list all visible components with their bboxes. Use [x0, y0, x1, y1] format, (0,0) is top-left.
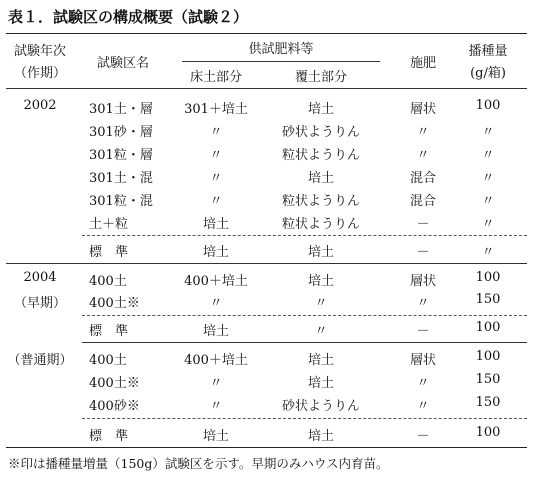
seed-cell: 〃	[481, 217, 495, 232]
header-bed: 床土部分	[189, 70, 243, 85]
fert-cell: 〃	[416, 148, 430, 163]
cover-cell: 培土	[307, 353, 335, 368]
bed-cell: 〃	[209, 296, 223, 311]
seed-cell: 〃	[481, 194, 495, 209]
seed-cell: 150	[475, 395, 501, 410]
seed-cell: 100	[475, 349, 501, 364]
year-label: 2002	[23, 98, 57, 113]
table-title: 表１．試験区の構成概要（試験２）	[8, 8, 249, 26]
plot-name: 301砂・層	[89, 125, 153, 140]
bed-cell: 培土	[202, 324, 230, 339]
standard-divider	[82, 235, 527, 236]
header-seed-unit: (g/箱)	[470, 66, 506, 81]
header-bottom-rule	[6, 88, 527, 89]
seed-cell: 〃	[481, 171, 495, 186]
seed-cell: 〃	[481, 148, 495, 163]
top-rule	[6, 33, 527, 34]
bed-cell: 〃	[209, 376, 223, 391]
fert-cell: 混合	[409, 171, 437, 186]
fert-cell: －	[416, 429, 430, 444]
group-underline	[182, 61, 380, 62]
fert-cell: －	[416, 217, 430, 232]
header-cover: 覆土部分	[294, 70, 348, 85]
seed-cell: 〃	[481, 125, 495, 140]
standard-divider	[82, 418, 527, 419]
cover-cell: 粒状ようりん	[281, 148, 361, 163]
cover-cell: 〃	[314, 324, 328, 339]
cover-cell: 粒状ようりん	[281, 194, 361, 209]
fert-cell: 〃	[416, 399, 430, 414]
seed-cell: 100	[475, 270, 501, 285]
period-label: （普通期）	[7, 353, 73, 368]
fert-cell: 〃	[416, 125, 430, 140]
bed-cell: 培土	[202, 217, 230, 232]
period-label: （早期）	[13, 296, 67, 311]
seed-cell: 150	[475, 372, 501, 387]
fert-cell: 層状	[409, 274, 437, 289]
bed-cell: 〃	[209, 171, 223, 186]
fert-cell: 〃	[416, 296, 430, 311]
plot-name: 301土・混	[89, 171, 153, 186]
fert-cell: 〃	[416, 376, 430, 391]
seed-cell: 〃	[481, 245, 495, 260]
standard-name: 標 準	[89, 324, 129, 339]
standard-name: 標 準	[89, 429, 129, 444]
bottom-rule	[6, 447, 527, 448]
seed-cell: 100	[475, 320, 501, 335]
plot-name: 301粒・層	[89, 148, 153, 163]
seed-cell: 100	[475, 425, 501, 440]
header-group: 供試肥料等	[248, 42, 314, 57]
standard-name: 標 準	[89, 245, 129, 260]
plot-name: 400土	[89, 274, 127, 289]
plot-name: 400土※	[89, 376, 140, 391]
period-rule	[82, 342, 527, 343]
bed-cell: 〃	[209, 194, 223, 209]
bed-cell: 培土	[202, 245, 230, 260]
cover-cell: 砂状ようりん	[281, 125, 361, 140]
header-fert: 施肥	[409, 56, 437, 71]
fert-cell: －	[416, 245, 430, 260]
bed-cell: 301＋培土	[184, 102, 248, 117]
bed-cell: 培土	[202, 429, 230, 444]
plot-name: 400土	[89, 353, 127, 368]
header-plot: 試験区名	[96, 56, 150, 71]
bed-cell: 400＋培土	[184, 353, 248, 368]
header-year: 試験年次	[13, 44, 67, 59]
bed-cell: 〃	[209, 399, 223, 414]
cover-cell: 〃	[314, 296, 328, 311]
cover-cell: 培土	[307, 429, 335, 444]
cover-cell: 培土	[307, 274, 335, 289]
header-seed: 播種量	[468, 44, 508, 59]
section-rule	[6, 263, 527, 264]
seed-cell: 150	[475, 292, 501, 307]
year-label: 2004	[23, 270, 57, 285]
standard-divider	[82, 315, 527, 316]
cover-cell: 粒状ようりん	[281, 217, 361, 232]
header-period: （作期）	[13, 66, 67, 81]
fert-cell: －	[416, 324, 430, 339]
fert-cell: 層状	[409, 353, 437, 368]
plot-name: 400砂※	[89, 399, 140, 414]
plot-name: 400土※	[89, 296, 140, 311]
cover-cell: 培土	[307, 376, 335, 391]
bed-cell: 〃	[209, 148, 223, 163]
seed-cell: 100	[475, 98, 501, 113]
bed-cell: 〃	[209, 125, 223, 140]
fert-cell: 層状	[409, 102, 437, 117]
footnote: ※印は播種量増量（150g）試験区を示す。早期のみハウス内育苗。	[8, 456, 389, 471]
bed-cell: 400＋培土	[184, 274, 248, 289]
plot-name: 301粒・混	[89, 194, 153, 209]
plot-name: 301土・層	[89, 102, 153, 117]
plot-name: 土＋粒	[89, 217, 129, 232]
cover-cell: 培土	[307, 245, 335, 260]
cover-cell: 培土	[307, 102, 335, 117]
cover-cell: 培土	[307, 171, 335, 186]
fert-cell: 混合	[409, 194, 437, 209]
cover-cell: 砂状ようりん	[281, 399, 361, 414]
